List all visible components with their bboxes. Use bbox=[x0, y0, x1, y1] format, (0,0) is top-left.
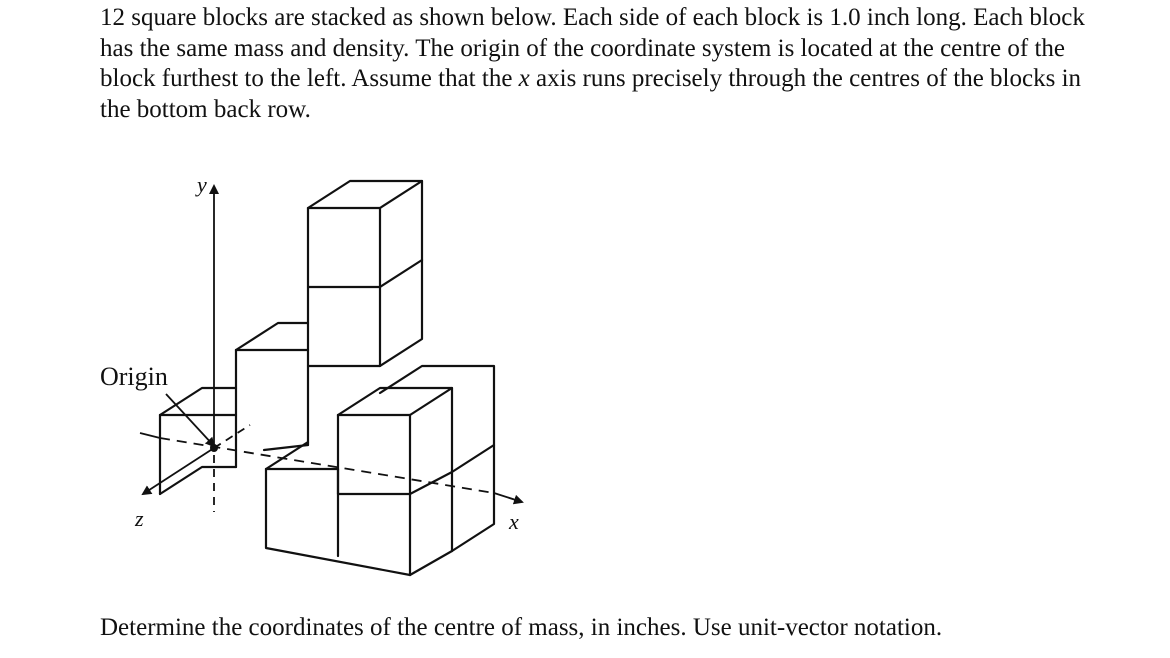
question-statement: Determine the coordinates of the centre of mass, in inches. Use unit-vector notation. bbox=[100, 614, 943, 641]
origin-block bbox=[160, 388, 236, 494]
origin-pointer bbox=[166, 394, 214, 446]
x-variable: x bbox=[518, 65, 530, 92]
y-axis-label: y bbox=[197, 172, 207, 197]
tall-column-blocks bbox=[308, 181, 422, 366]
x-axis-left bbox=[140, 433, 160, 438]
problem-text-part1: 12 square blocks are stacked as shown below. Each side of each block is 1.0 inch long. Each block has the same mass and density. The origin of the coordinate system is located at the centre of the block furthest to the left. Assume that the bbox=[100, 4, 1085, 92]
back-right-blocks bbox=[264, 366, 494, 551]
x-axis-dashed bbox=[160, 438, 494, 493]
x-axis bbox=[494, 493, 522, 502]
origin-label: Origin bbox=[100, 362, 168, 391]
problem-text-part2: axis runs precisely through the centres of the blocks in the bottom back row. bbox=[100, 65, 1082, 123]
origin-dot bbox=[210, 444, 218, 452]
z-axis-back bbox=[214, 425, 250, 448]
z-axis-label: z bbox=[135, 506, 144, 531]
second-column-block bbox=[236, 323, 308, 440]
x-axis-label: x bbox=[509, 509, 519, 534]
z-axis bbox=[143, 448, 214, 494]
front-right-column-blocks bbox=[338, 388, 452, 575]
